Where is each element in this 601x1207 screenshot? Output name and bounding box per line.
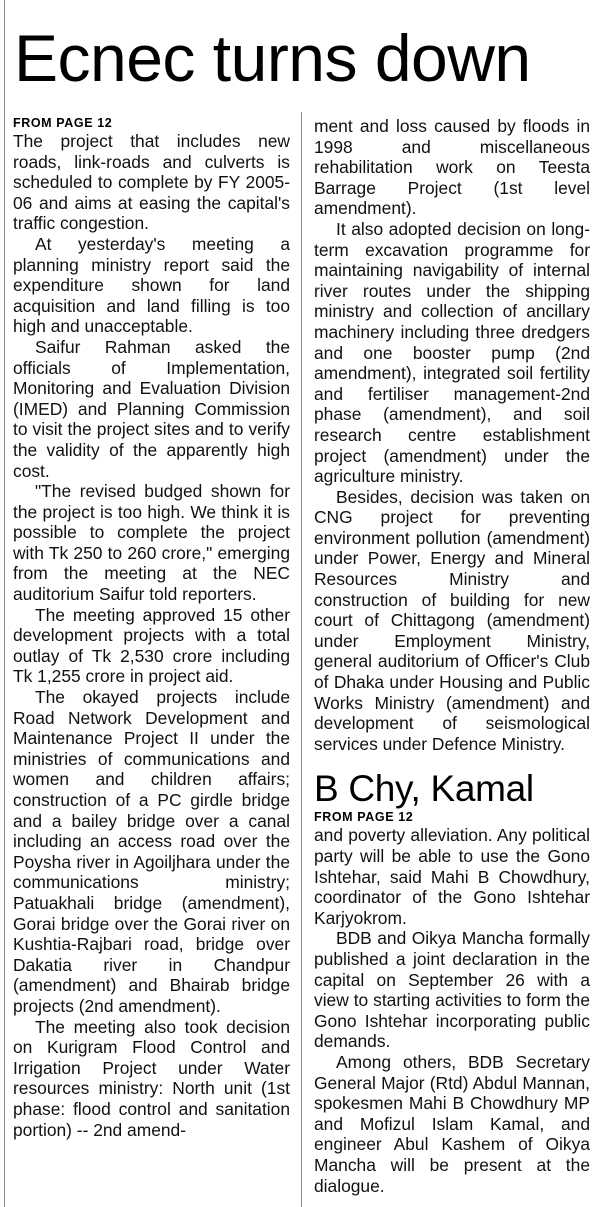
from-page-kicker: FROM PAGE 12 bbox=[314, 810, 414, 825]
paragraph: The project that includes new roads, link-roads and culverts is scheduled to complete by FY 2005-06 and aims at easing the capital's traffic congestion. bbox=[13, 131, 290, 234]
paragraph-continuation: and poverty alleviation. Any political party will be able to use the Gono Ishtehar, said Mahi B Chowdhury, coordinator of the Gono Ishtehar Karjyokrom. bbox=[314, 825, 590, 928]
article-column-1 bbox=[13, 116, 290, 1140]
paragraph: The meeting also took decision on Kurigram Flood Control and Irrigation Project under Water resources ministry: North unit (1st phase: flood control and sanitation portion) -- 2nd amend- bbox=[13, 1016, 290, 1140]
paragraph-continuation: ment and loss caused by floods in 1998 and miscellaneous rehabilitation work on Teesta Barrage Project (1st level amendment). bbox=[314, 116, 590, 219]
paragraph: At yesterday's meeting a planning ministry report said the expenditure shown for land acquisition and land filling is too high and unacceptable. bbox=[13, 233, 290, 337]
paragraph: "The revised budged shown for the project is too high. We think it is possible to complete the project with Tk 250 to 260 crore," emerging from the meeting at the NEC auditorium Saifur told reporters. bbox=[13, 481, 290, 605]
article-column-2 bbox=[314, 116, 590, 1196]
page-left-edge bbox=[4, 0, 5, 1207]
paragraph: It also adopted decision on long-term excavation programme for maintaining navigability of internal river routes under the shipping ministry and collection of ancillary machinery including three dredgers and one booster pump (2nd amendment), integrated soil fertility and fertiliser management-2nd phase (amendment), and soil research centre establishment project (amendment) under the agriculture ministry. bbox=[314, 218, 590, 487]
from-page-kicker: FROM PAGE 12 bbox=[13, 116, 113, 130]
paragraph: The meeting approved 15 other development projects with a total outlay of Tk 2,530 crore including Tk 1,255 crore in project aid. bbox=[13, 604, 290, 687]
second-article-headline: B Chy, Kamal bbox=[314, 768, 534, 810]
paragraph: Besides, decision was taken on CNG project for preventing environment pollution (amendment) under Power, Energy and Mineral Resources Ministry and construction of building for new court of Chittagong (amendment) under Employment Ministry, general auditorium of Officer's Club of Dhaka under Housing and Public Works Ministry (amendment) and development of seismological services under Defence Ministry. bbox=[314, 486, 590, 754]
paragraph: Among others, BDB Secretary General Major (Rtd) Abdul Mannan, spokesmen Mahi B Chowdhury MP and Mofizul Islam Kamal, and engineer Abul Kashem of Oikya Mancha will be present at the dialogue. bbox=[314, 1051, 590, 1196]
paragraph: BDB and Oikya Mancha formally published a joint declaration in the capital on September 26 with a view to starting activities to form the Gono Ishtehar incorporating public demands. bbox=[314, 928, 590, 1052]
headline: Ecnec turns down bbox=[14, 21, 531, 95]
paragraph: Saifur Rahman asked the officials of Implementation, Monitoring and Evaluation Division (IMED) and Planning Commission to visit the project sites and to verify the validity of the apparently high cost. bbox=[13, 336, 290, 481]
paragraph: The okayed projects include Road Network Development and Maintenance Project II under the ministries of communications and women and children affairs; construction of a PC girdle bridge and a bailey bridge over a canal including an access road over the Poysha river in Agoiljhara under the communications ministry; Patuakhali bridge (amendment), Gorai bridge over the Gorai river on Kushtia-Rajbari road, bridge over Dakatia river in Chandpur (amendment) and Bhairab bridge projects (2nd amendment). bbox=[13, 687, 290, 1016]
column-divider bbox=[301, 112, 302, 1207]
